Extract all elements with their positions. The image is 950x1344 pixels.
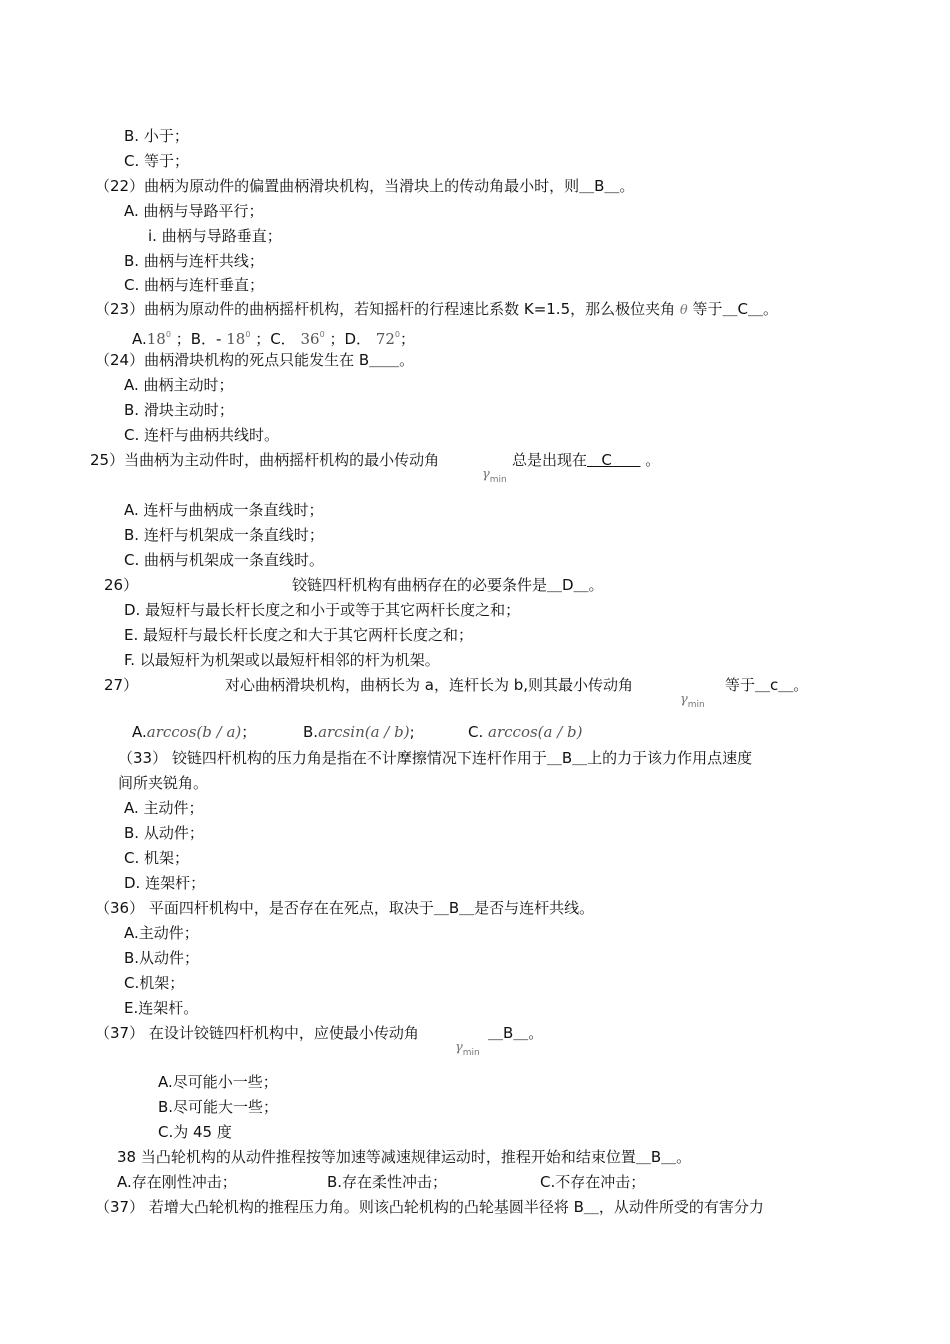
question-37-cam: （37） 若增大凸轮机构的推程压力角。则该凸轮机构的凸轮基圆半径将 B＿，从动件所受的有害分力 xyxy=(95,1198,764,1216)
q23-value-3: 36 xyxy=(300,330,320,348)
q33-option-b: B. 从动件； xyxy=(124,824,204,842)
q25-option-b: B. 连杆与机架成一条直线时； xyxy=(124,526,324,544)
q23-value-1: 18 xyxy=(146,330,166,348)
q37-option-a: A.尽可能小一些； xyxy=(158,1073,278,1091)
q25-text: 总是出现在 xyxy=(512,451,588,469)
question-25: 25）当曲柄为主动件时，曲柄摇杆机构的最小传动角 xyxy=(90,451,440,469)
q25-option-a: A. 连杆与曲柄成一条直线时； xyxy=(124,501,324,519)
q24-option-c: C. 连杆与曲柄共线时。 xyxy=(124,426,280,444)
q25-answer-blank: C xyxy=(587,451,641,469)
q23-value-4: 72 xyxy=(375,330,395,348)
q27-option-c-formula: arccos(a / b) xyxy=(488,723,583,741)
min-subscript: min xyxy=(462,1048,480,1058)
q27-option-a-end: ； xyxy=(241,723,257,741)
question-24: （24）曲柄滑块机构的死点只能发生在 B＿＿。 xyxy=(95,351,415,369)
q23-option-b-label: ；B．- xyxy=(175,330,222,348)
q22-option-a: A. 曲柄与导路平行； xyxy=(124,202,264,220)
q27-option-c xyxy=(468,722,583,742)
degree-mark: 0 xyxy=(245,330,251,339)
q37-option-b: B.尽可能大一些； xyxy=(158,1098,279,1116)
q23-end: ； xyxy=(399,330,415,348)
q22-option-i: i. 曲柄与导路垂直； xyxy=(148,227,282,245)
q26-option-e: E. 最短杆与最长杆长度之和大于其它两杆长度之和； xyxy=(124,626,474,644)
min-subscript: min xyxy=(489,475,507,485)
gamma-min-symbol xyxy=(680,688,705,715)
degree-mark: 0 xyxy=(394,330,400,339)
q33-option-d: D. 连架杆； xyxy=(124,874,206,892)
q27-tail: 等于＿c＿。 xyxy=(725,676,809,694)
question-33: （33） 铰链四杆机构的压力角是指在不计摩擦情况下连杆作用于＿B＿上的力于该力作用点速度 xyxy=(118,749,753,767)
question-37: （37） 在设计铰链四杆机构中，应使最小传动角 xyxy=(95,1024,419,1042)
q22-option-b: B. 曲柄与连杆共线； xyxy=(124,252,264,270)
q24-option-b: B. 滑块主动时； xyxy=(124,401,234,419)
gamma-symbol: γ xyxy=(482,467,490,482)
q25-end: 。 xyxy=(645,451,661,469)
q38-option-b: B.存在柔性冲击； xyxy=(327,1173,448,1191)
q25-option-c: C. 曲柄与机架成一条直线时。 xyxy=(124,551,325,569)
question-26-number: 26） xyxy=(104,576,139,594)
question-27: 对心曲柄滑块机构，曲柄长为 a，连杆长为 b,则其最小传动角 xyxy=(225,676,634,694)
gamma-symbol: γ xyxy=(455,1040,463,1055)
q23-option-c-label: ；C． xyxy=(255,330,296,348)
q37-tail: ＿B＿。 xyxy=(488,1024,544,1042)
q27-option-a-formula: arccos(b / a) xyxy=(146,723,242,741)
option-c-equal: C. 等于； xyxy=(124,152,190,170)
q36-option-c: C.机架； xyxy=(124,974,185,992)
q27-options xyxy=(132,722,256,742)
question-33-cont: 间所夹锐角。 xyxy=(118,774,209,792)
degree-mark: 0 xyxy=(319,330,325,339)
q26-option-f: F. 以最短杆为机架或以最短杆相邻的杆为机架。 xyxy=(124,651,440,669)
q27-option-b-end: ; xyxy=(409,723,415,741)
gamma-min-symbol xyxy=(455,1036,480,1063)
q36-option-b: B.从动件； xyxy=(124,949,200,967)
question-23 xyxy=(95,299,778,321)
q23-options xyxy=(132,325,415,349)
q23-option-d-label: ；D． xyxy=(329,330,371,348)
q23-tail: 等于＿C＿。 xyxy=(692,300,778,318)
q38-option-a: A.存在刚性冲击； xyxy=(117,1173,237,1191)
option-b-less: B. 小于； xyxy=(124,127,189,145)
q23-option-a-label: A. xyxy=(132,330,147,348)
q36-option-a: A.主动件； xyxy=(124,924,199,942)
q26-option-d: D. 最短杆与最长杆长度之和小于或等于其它两杆长度之和； xyxy=(124,601,521,619)
q27-option-c-label: C. xyxy=(468,723,484,741)
q27-option-b xyxy=(303,722,415,742)
theta-symbol: θ xyxy=(679,303,688,318)
q23-text: （23）曲柄为原动件的曲柄摇杆机构，若知摇杆的行程速比系数 K=1.5，那么极位夹角 xyxy=(95,300,676,318)
q33-option-a: A. 主动件； xyxy=(124,799,204,817)
min-subscript: min xyxy=(687,700,705,710)
q33-option-c: C. 机架； xyxy=(124,849,190,867)
gamma-symbol: γ xyxy=(680,692,688,707)
degree-mark: 0 xyxy=(165,330,171,339)
question-26: 铰链四杆机构有曲柄存在的必要条件是＿D＿。 xyxy=(292,576,604,594)
gamma-min-symbol xyxy=(482,463,507,490)
question-22: （22）曲柄为原动件的偏置曲柄滑块机构，当滑块上的传动角最小时，则＿B＿。 xyxy=(95,177,635,195)
q25-tail xyxy=(512,450,660,470)
q27-option-b-formula: arcsin(a / b) xyxy=(318,723,410,741)
q36-option-e: E.连架杆。 xyxy=(124,999,199,1017)
question-38: 38 当凸轮机构的从动件推程按等加速等减速规律运动时，推程开始和结束位置＿B＿。 xyxy=(117,1148,692,1166)
q22-option-c: C. 曲柄与连杆垂直； xyxy=(124,276,265,294)
q24-option-a: A. 曲柄主动时； xyxy=(124,376,234,394)
question-27-number: 27） xyxy=(104,676,139,694)
q27-option-a-label: A. xyxy=(132,723,147,741)
q27-option-b-label: B. xyxy=(303,723,319,741)
q37-option-c: C.为 45 度 xyxy=(158,1123,232,1141)
question-36: （36） 平面四杆机构中，是否存在在死点，取决于＿B＿是否与连杆共线。 xyxy=(95,899,595,917)
q23-value-2: 18 xyxy=(226,330,246,348)
q38-option-c: C.不存在冲击； xyxy=(540,1173,646,1191)
